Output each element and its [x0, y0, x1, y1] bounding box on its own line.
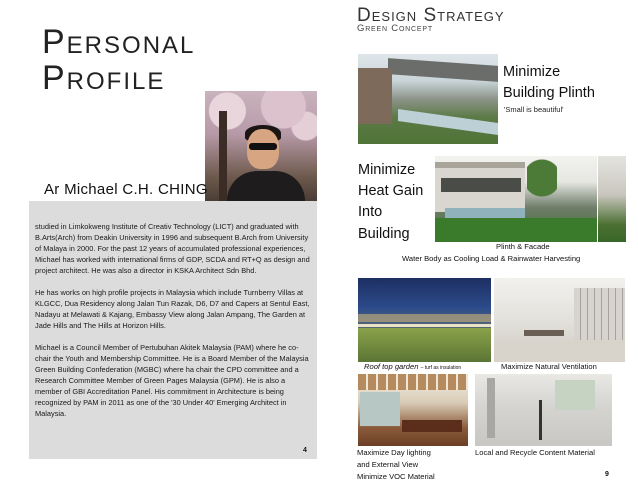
caption-plinth-facade: Plinth & Facade	[496, 242, 550, 251]
heat-heading-1: Minimize	[358, 162, 416, 178]
page-title	[42, 24, 242, 96]
photo-water-body	[435, 156, 597, 242]
caption-water-body: Water Body as Cooling Load & Rainwater Harvesting	[402, 254, 581, 263]
caption-roof-garden	[364, 362, 461, 371]
caption-daylight-3: Minimize VOC Material	[357, 472, 435, 481]
heat-heading-3: Into	[358, 204, 383, 220]
page-number-right: 9	[605, 471, 609, 478]
heat-heading-2: Heat Gain	[358, 183, 424, 199]
bio-paragraph-3: Michael is a Council Member of Pertubuhan Akitek Malaysia (PAM) where he co-chair the Youth and Membership Committee. He is a Board Member of the Malaysia Green Building Confederation (MGBC) where ha chair the CPD committee and a Research Committee Member of Green Pages Malaysia (GPM). He is also a member of GBI Accreditation Panel. His commitment in Architecture is being recognized by PAM in 2011 as one of the '30 Under 40' Emerging Architect in Malaysia.	[35, 343, 309, 418]
plinth-heading-2: Building Plinth	[503, 85, 595, 101]
bio-paragraph-1: studied in Limkokweng Institute of Creativ Technology (LICT) and graduated with B.Arts(Arch) from Deakin University in 1996 and subsequent B.Arch from University of Malaya in 2000. For the past 12 years of accumulated professional experiences, Michael has worked with international firms of GDP, SCDA and RT+Q as design and project architect. He was also a director in KSKA Architect Sdn Bhd.	[35, 222, 310, 275]
heat-heading-4: Building	[358, 226, 410, 242]
caption-ventilation: Maximize Natural Ventilation	[501, 362, 597, 371]
photo-daylighting	[358, 374, 468, 446]
bio-text	[35, 221, 310, 419]
photo-facade	[598, 156, 626, 242]
page-number-left: 4	[303, 447, 307, 454]
architect-name: Ar Michael C.H. CHING	[44, 181, 208, 198]
title-line-1: Personal	[42, 23, 196, 61]
section-title: Design Strategy	[357, 5, 505, 26]
photo-natural-ventilation	[494, 278, 625, 362]
section-subtitle: Green Concept	[357, 23, 433, 34]
caption-roof-garden-main: Roof top garden	[364, 362, 419, 371]
photo-building-plinth	[358, 54, 498, 144]
photo-local-material	[475, 374, 612, 446]
caption-daylight-1: Maximize Day lighting	[357, 448, 431, 457]
caption-daylight-2: and External View	[357, 460, 419, 469]
portrait-photo	[205, 91, 317, 213]
caption-local-material: Local and Recycle Content Material	[475, 448, 595, 457]
plinth-heading-1: Minimize	[503, 64, 561, 80]
title-line-2: Profile	[42, 59, 166, 97]
caption-roof-garden-note: – turf as insulation	[420, 365, 462, 371]
photo-roof-garden	[358, 278, 491, 362]
bio-paragraph-2: He has works on high profile projects in Malaysia which include Turnberry Villas at KLGCC, Dua Residency along Jalan Tun Razak, D6, D7 and Capers at Sentul East, Nadayu at Melawati & Kajang, Embassy View along Jalan Ampang, The Garden at Jade Hills and The Hills at Horizon Hills.	[35, 288, 310, 330]
plinth-quote: 'Small is beautiful'	[504, 105, 564, 114]
